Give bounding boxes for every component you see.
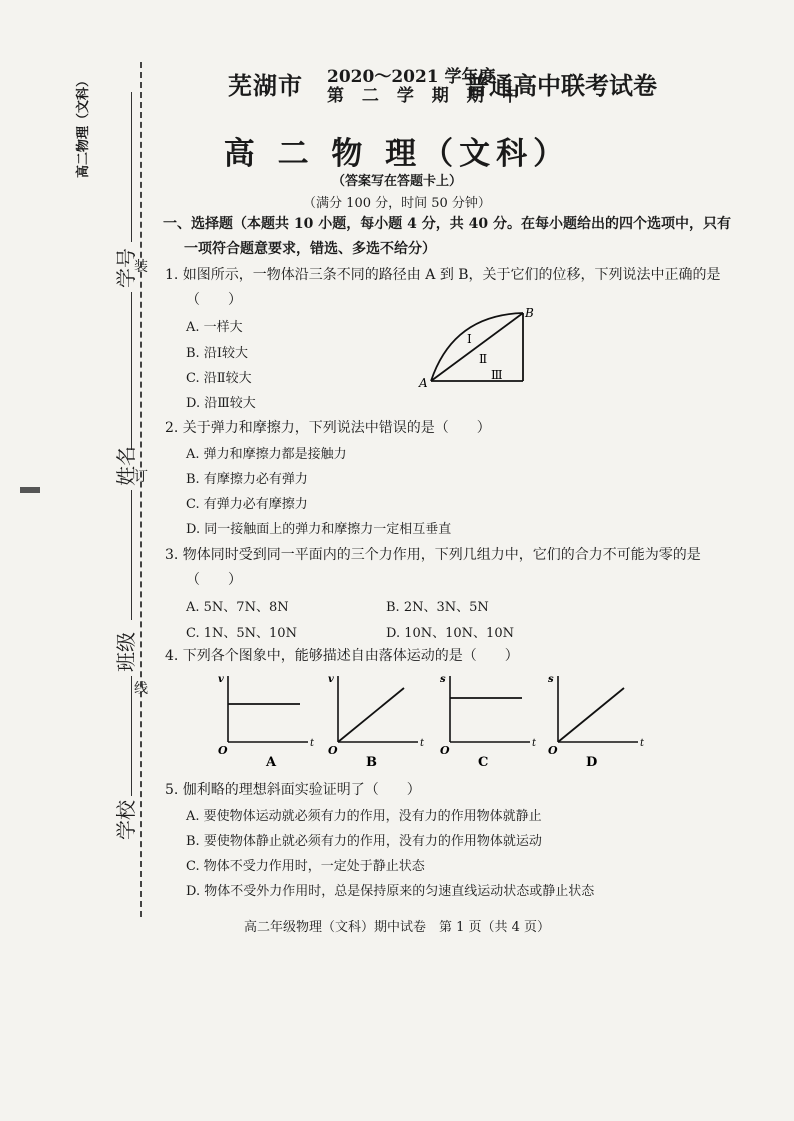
q3-option-a: A. 5N、7N、8N — [186, 600, 289, 615]
name-label: 姓名 — [114, 446, 138, 486]
graph-c — [440, 674, 537, 770]
graph-a-xlabel: t — [310, 738, 315, 749]
q1-option-a: A. 一样大 — [186, 320, 243, 335]
q3-paren: （ ） — [186, 572, 242, 588]
graph-b-xlabel: t — [420, 738, 425, 749]
q5-stem: 5. 伽利略的理想斜面实验证明了（ ） — [165, 782, 421, 798]
binding-word-zhuang: 装 — [134, 259, 148, 275]
school-label: 学校 — [114, 800, 138, 840]
graph-b-ylabel: v — [328, 674, 334, 685]
header-term: 第 二 学 期 期 中 — [327, 86, 525, 106]
name-blank[interactable] — [131, 292, 132, 450]
point-a-label: A — [419, 376, 428, 390]
point-b-label: B — [525, 306, 534, 320]
scan-mark — [20, 487, 40, 493]
q1-option-b: B. 沿Ⅰ较大 — [186, 346, 248, 361]
q5-option-b: B. 要使物体静止就必须有力的作用，没有力的作用物体就运动 — [186, 834, 542, 849]
header-year: 2020～2021 学年度 — [327, 67, 496, 87]
graph-b-line — [338, 688, 404, 742]
q1-option-d: D. 沿Ⅲ较大 — [186, 396, 256, 411]
graph-d-caption: D — [586, 755, 598, 770]
section-heading-line2: 一项符合题意要求，错选、多选不给分） — [184, 241, 436, 257]
graph-a-ylabel: v — [218, 674, 224, 685]
graph-d-ylabel: s — [548, 674, 554, 685]
q2-option-a: A. 弹力和摩擦力都是接触力 — [186, 447, 347, 462]
answer-note: （答案写在答题卡上） — [331, 174, 462, 189]
score-time: （满分 100 分，时间 50 分钟） — [303, 196, 491, 211]
graph-c-caption: C — [478, 755, 489, 770]
q3-option-d: D. 10N、10N、10N — [386, 626, 514, 641]
graph-c-origin: O — [440, 744, 450, 757]
q1-path-figure — [415, 303, 545, 393]
binding-word-ding: 订 — [134, 469, 148, 485]
q3-option-b: B. 2N、3N、5N — [386, 600, 489, 615]
q3-option-c: C. 1N、5N、10N — [186, 626, 297, 641]
q4-graphs — [210, 670, 650, 775]
binding-dashed-line — [140, 62, 142, 917]
graph-d-line — [558, 688, 624, 742]
q5-option-d: D. 物体不受外力作用时，总是保持原来的匀速直线运动状态或静止状态 — [186, 884, 595, 899]
path-I-label: Ⅰ — [467, 332, 472, 346]
graph-b — [328, 674, 425, 770]
graph-b-caption: B — [366, 755, 377, 770]
graph-c-xlabel: t — [532, 738, 537, 749]
q2-option-d: D. 同一接触面上的弹力和摩擦力一定相互垂直 — [186, 522, 452, 537]
binding-subject-tag: 高二物理（文科） — [76, 73, 91, 178]
school-blank[interactable] — [131, 676, 132, 796]
binding-word-xian: 线 — [134, 681, 148, 697]
header-exam: 普通高中联考试卷 — [465, 71, 657, 100]
q3-stem: 3. 物体同时受到同一平面内的三个力作用，下列几组力中，它们的合力不可能为零的是 — [165, 547, 701, 563]
path-III-label: Ⅲ — [491, 368, 503, 382]
page-title: 高 二 物 理（文科） — [223, 136, 571, 172]
q4-stem: 4. 下列各个图象中，能够描述自由落体运动的是（ ） — [165, 648, 519, 664]
graph-a-origin: O — [218, 744, 228, 757]
class-label: 班级 — [114, 632, 138, 672]
graph-b-origin: O — [328, 744, 338, 757]
header-city: 芜湖市 — [228, 71, 303, 100]
q1-option-c: C. 沿Ⅱ较大 — [186, 371, 252, 386]
student-id-label: 学号 — [114, 248, 138, 288]
q2-stem: 2. 关于弹力和摩擦力，下列说法中错误的是（ ） — [165, 420, 491, 436]
q5-option-c: C. 物体不受力作用时，一定处于静止状态 — [186, 859, 425, 874]
q1-paren: （ ） — [186, 292, 242, 308]
graph-d — [548, 674, 645, 770]
section-heading-line1: 一、选择题（本题共 10 小题，每小题 4 分，共 40 分。在每小题给出的四个选项中，只有 — [163, 216, 731, 232]
q5-option-a: A. 要使物体运动就必须有力的作用，没有力的作用物体就静止 — [186, 809, 542, 824]
q2-option-c: C. 有弹力必有摩擦力 — [186, 497, 308, 512]
graph-a — [218, 674, 315, 770]
graph-a-caption: A — [266, 755, 277, 770]
graph-d-origin: O — [548, 744, 558, 757]
path-II-label: Ⅱ — [479, 352, 488, 366]
q1-stem: 1. 如图所示，一物体沿三条不同的路径由 A 到 B，关于它们的位移，下列说法中正确的是 — [165, 267, 721, 283]
q2-option-b: B. 有摩擦力必有弹力 — [186, 472, 308, 487]
page-footer: 高二年级物理（文科）期中试卷 第 1 页（共 4 页） — [243, 920, 551, 935]
graph-d-xlabel: t — [640, 738, 645, 749]
graph-c-ylabel: s — [440, 674, 446, 685]
class-blank[interactable] — [131, 490, 132, 620]
